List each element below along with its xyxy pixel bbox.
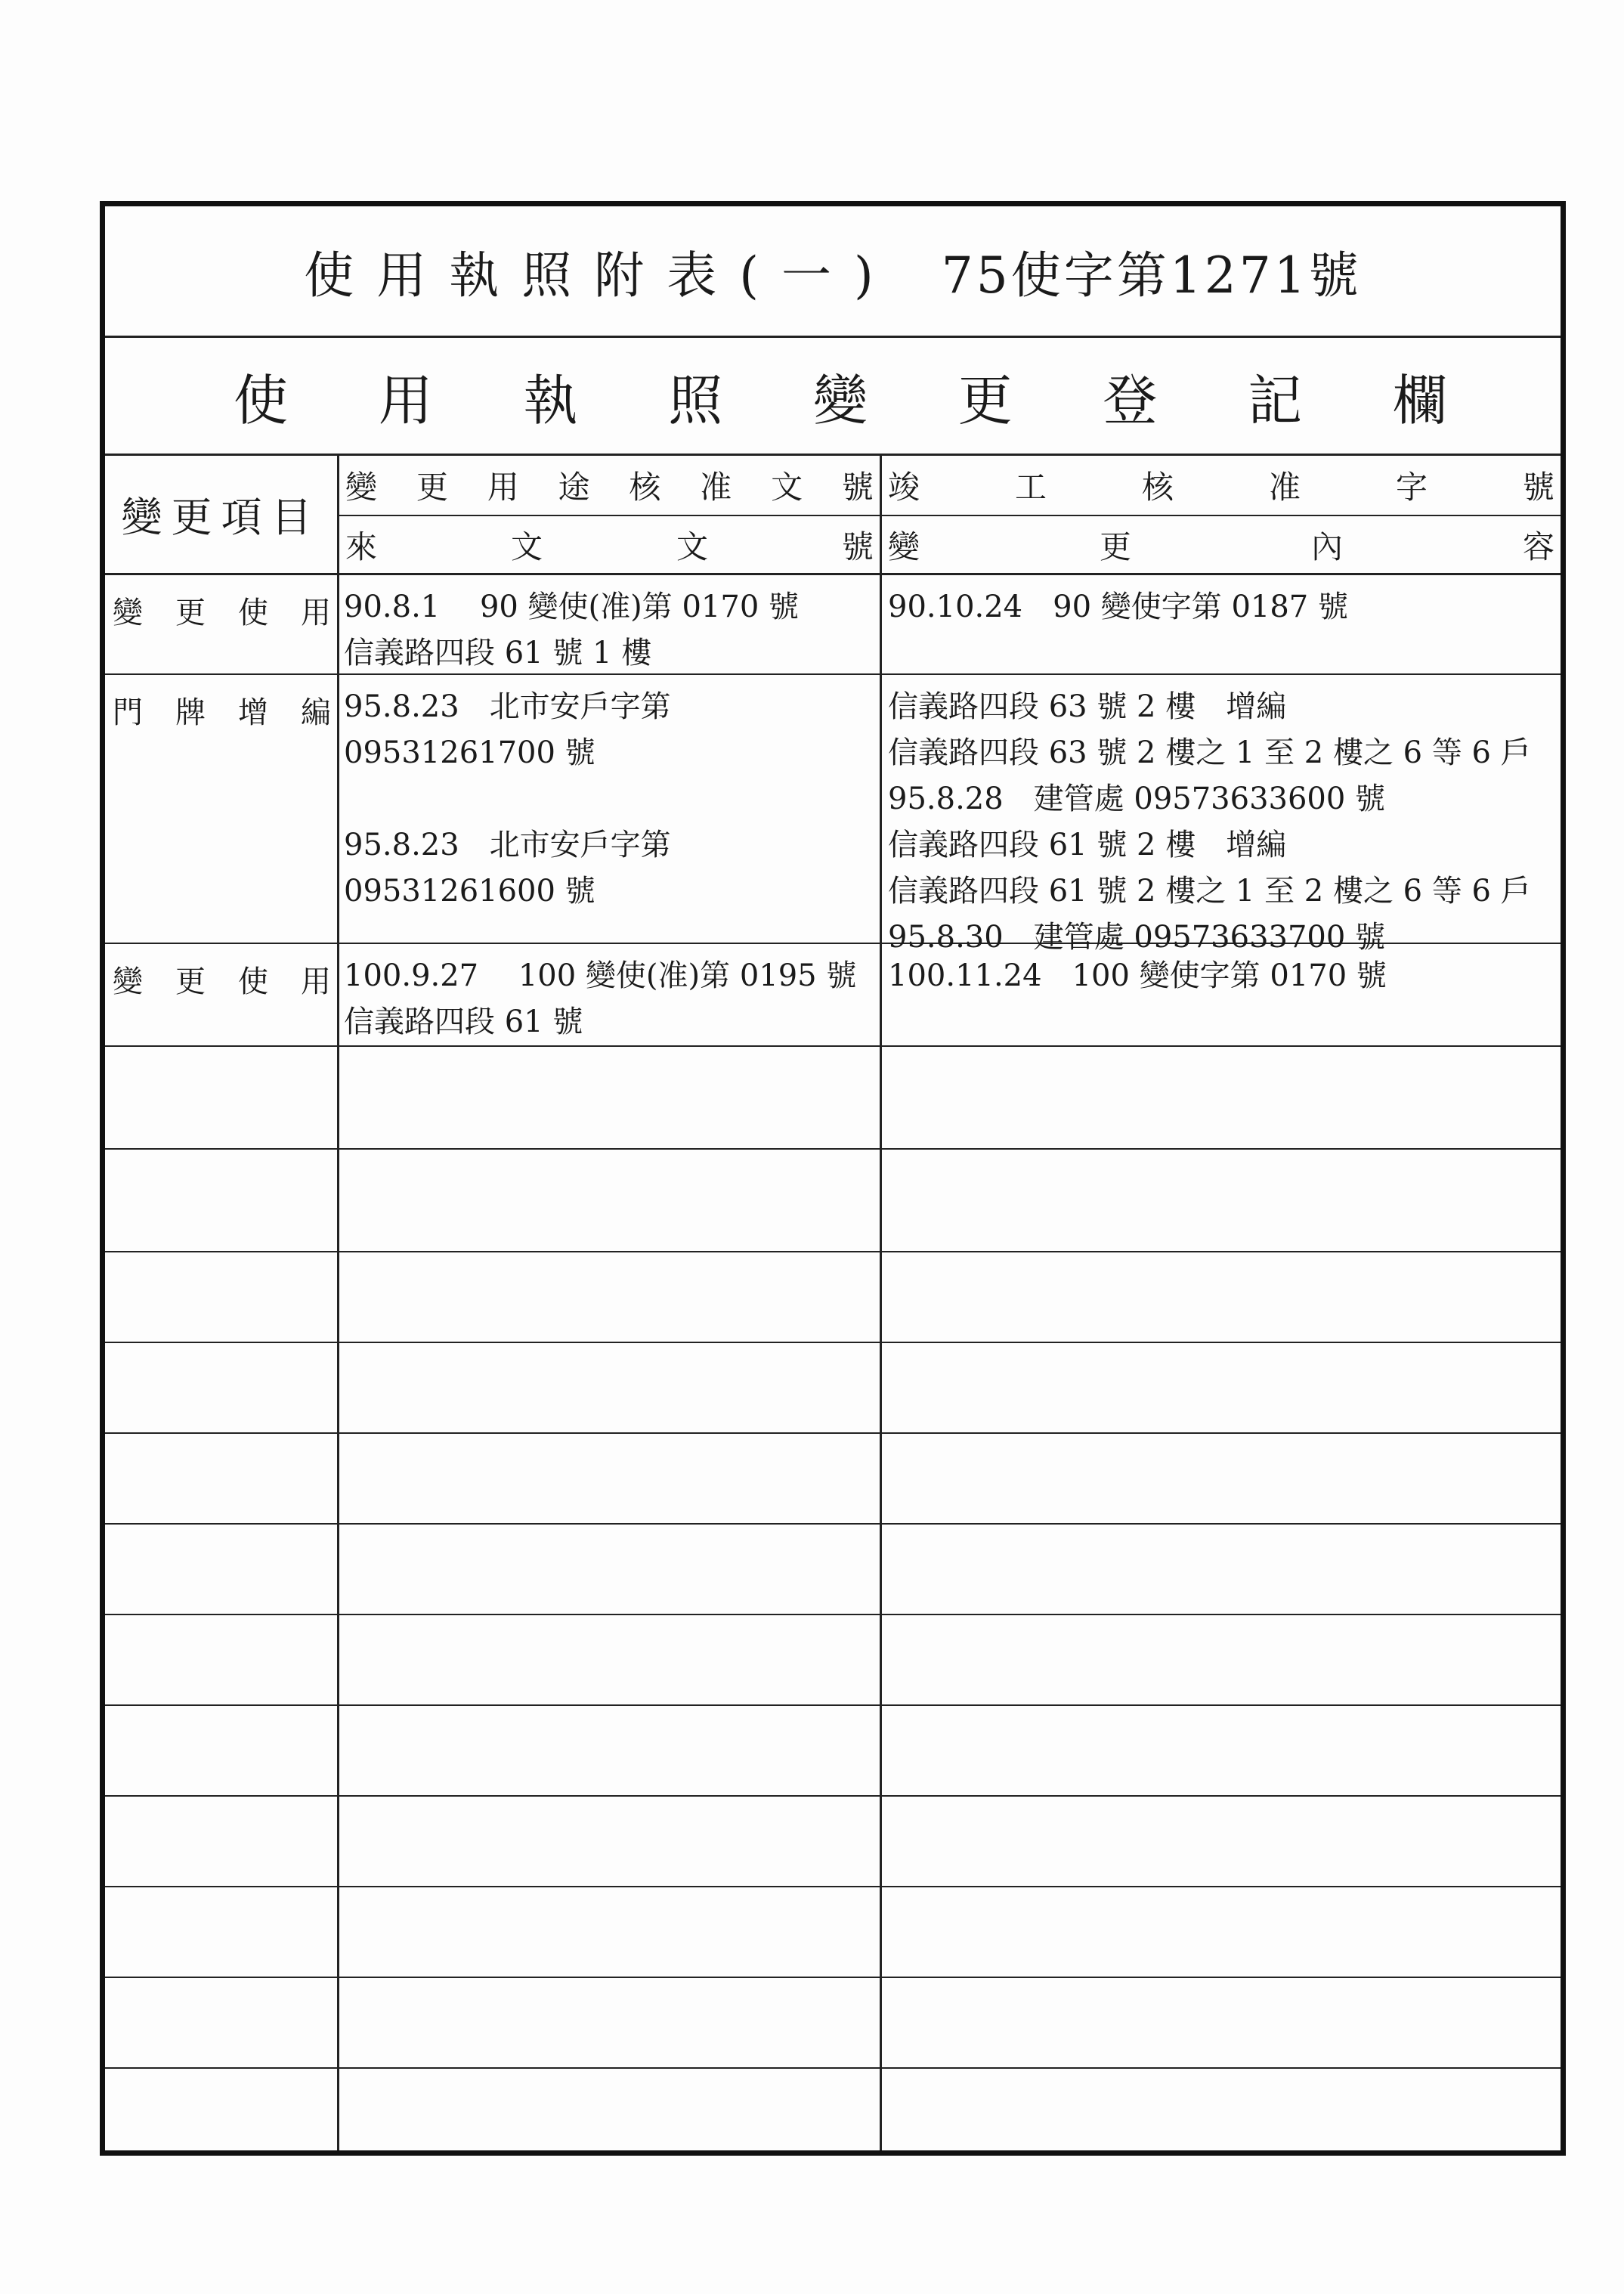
empty-row — [105, 1797, 1561, 1887]
table-row — [105, 944, 1561, 1047]
title-row — [105, 206, 1561, 338]
header-char: 號 — [841, 469, 874, 506]
column-divider — [880, 575, 882, 2150]
cell-line: 信義路四段 61 號 2 樓 增編 — [888, 828, 1287, 862]
header-char: 用 — [487, 469, 519, 506]
header-char: 變 — [888, 528, 920, 565]
item-char: 門 — [113, 695, 143, 730]
cell-line: 信義路四段 61 號 1 樓 — [344, 636, 652, 670]
item-char: 用 — [301, 596, 331, 630]
empty-row — [105, 1252, 1561, 1343]
header-char: 准 — [1268, 469, 1301, 506]
item-char: 使 — [238, 596, 268, 630]
header-approval-doc — [339, 457, 880, 513]
empty-row — [105, 1047, 1561, 1150]
row-document-number — [339, 944, 880, 1045]
item-char: 牌 — [175, 695, 206, 730]
cell-line: 信義路四段 61 號 2 樓之 1 至 2 樓之 6 等 6 戶 — [888, 874, 1531, 909]
cell-line: 90.10.24 90 變使字第 0187 號 — [888, 590, 1348, 624]
cell-line: 100.11.24 100 變使字第 0170 號 — [888, 958, 1387, 993]
row-change-content — [882, 675, 1561, 961]
subtitle-char: 記 — [1248, 368, 1303, 432]
empty-row — [105, 1434, 1561, 1525]
item-char: 使 — [238, 964, 268, 999]
header-char: 號 — [841, 528, 874, 565]
cell-line: 95.8.23 北市安戶字第 — [344, 828, 671, 862]
table-header — [105, 456, 1561, 575]
header-char: 來 — [345, 528, 378, 565]
item-char: 變 — [113, 596, 143, 630]
subtitle-char: 欄 — [1392, 368, 1447, 432]
table-row — [105, 575, 1561, 675]
item-char: 變 — [113, 964, 143, 999]
cell-line: 信義路四段 63 號 2 樓 增編 — [888, 689, 1287, 724]
item-char: 更 — [175, 964, 206, 999]
header-char: 字 — [1395, 469, 1428, 506]
item-char: 用 — [301, 964, 331, 999]
header-char: 文 — [676, 528, 708, 565]
header-char: 號 — [1522, 469, 1554, 506]
header-completion-approval — [882, 457, 1561, 513]
subtitle-char: 使 — [234, 368, 289, 432]
header-char: 途 — [558, 469, 590, 506]
table-row — [105, 675, 1561, 955]
registration-table — [100, 201, 1566, 2156]
row-document-number — [339, 675, 880, 915]
header-char: 變 — [345, 469, 378, 506]
header-char: 更 — [416, 469, 448, 506]
header-char: 核 — [1141, 469, 1174, 506]
header-change-content — [882, 517, 1561, 573]
cell-line: 95.8.30 建管處 09573633700 號 — [888, 920, 1386, 955]
subtitle-row — [105, 338, 1561, 456]
empty-row — [105, 1706, 1561, 1797]
cell-line: 90.8.1 90 變使(准)第 0170 號 — [344, 590, 799, 624]
header-char: 內 — [1310, 528, 1343, 565]
row-item — [105, 575, 337, 632]
row-item — [105, 944, 337, 1001]
column-divider — [337, 575, 339, 2150]
page-title: 使用執照附表(一) — [304, 246, 896, 305]
header-char: 工 — [1014, 469, 1047, 506]
empty-row — [105, 1150, 1561, 1252]
row-change-content — [882, 575, 1561, 630]
cell-line: 09531261700 號 — [344, 735, 595, 770]
cell-line: 100.9.27 100 變使(准)第 0195 號 — [344, 958, 857, 993]
license-number: 75使字第1271號 — [941, 246, 1362, 305]
header-divider — [337, 515, 1561, 516]
cell-line: 09531261600 號 — [344, 874, 595, 909]
header-char: 核 — [629, 469, 661, 506]
header-char: 准 — [700, 469, 732, 506]
cell-line: 信義路四段 63 號 2 樓之 1 至 2 樓之 6 等 6 戶 — [888, 735, 1531, 770]
subtitle-char: 用 — [378, 368, 433, 432]
empty-row — [105, 1615, 1561, 1706]
row-item — [105, 675, 337, 732]
empty-row — [105, 1525, 1561, 1615]
subtitle-char: 照 — [668, 368, 723, 432]
subtitle-char: 執 — [523, 368, 578, 432]
header-char: 容 — [1522, 528, 1554, 565]
subtitle-char: 登 — [1103, 368, 1158, 432]
header-char: 文 — [510, 528, 543, 565]
cell-line: 信義路四段 61 號 — [344, 1005, 583, 1039]
cell-line — [344, 776, 875, 822]
header-char: 竣 — [888, 469, 920, 506]
item-char: 編 — [301, 695, 331, 730]
empty-row — [105, 1978, 1561, 2069]
item-char: 更 — [175, 596, 206, 630]
row-document-number — [339, 575, 880, 676]
cell-line: 95.8.23 北市安戶字第 — [344, 689, 671, 724]
header-char: 更 — [1099, 528, 1131, 565]
empty-row — [105, 1343, 1561, 1434]
subtitle-char: 更 — [957, 368, 1013, 432]
cell-line: 95.8.28 建管處 09573633600 號 — [888, 782, 1386, 816]
header-incoming-doc — [339, 517, 880, 573]
header-change-item: 變更項目 — [121, 494, 321, 541]
subtitle-char: 變 — [812, 368, 868, 432]
empty-row — [105, 1887, 1561, 1978]
item-char: 增 — [238, 695, 268, 730]
empty-row — [105, 2069, 1561, 2150]
row-change-content — [882, 944, 1561, 999]
header-char: 文 — [771, 469, 803, 506]
